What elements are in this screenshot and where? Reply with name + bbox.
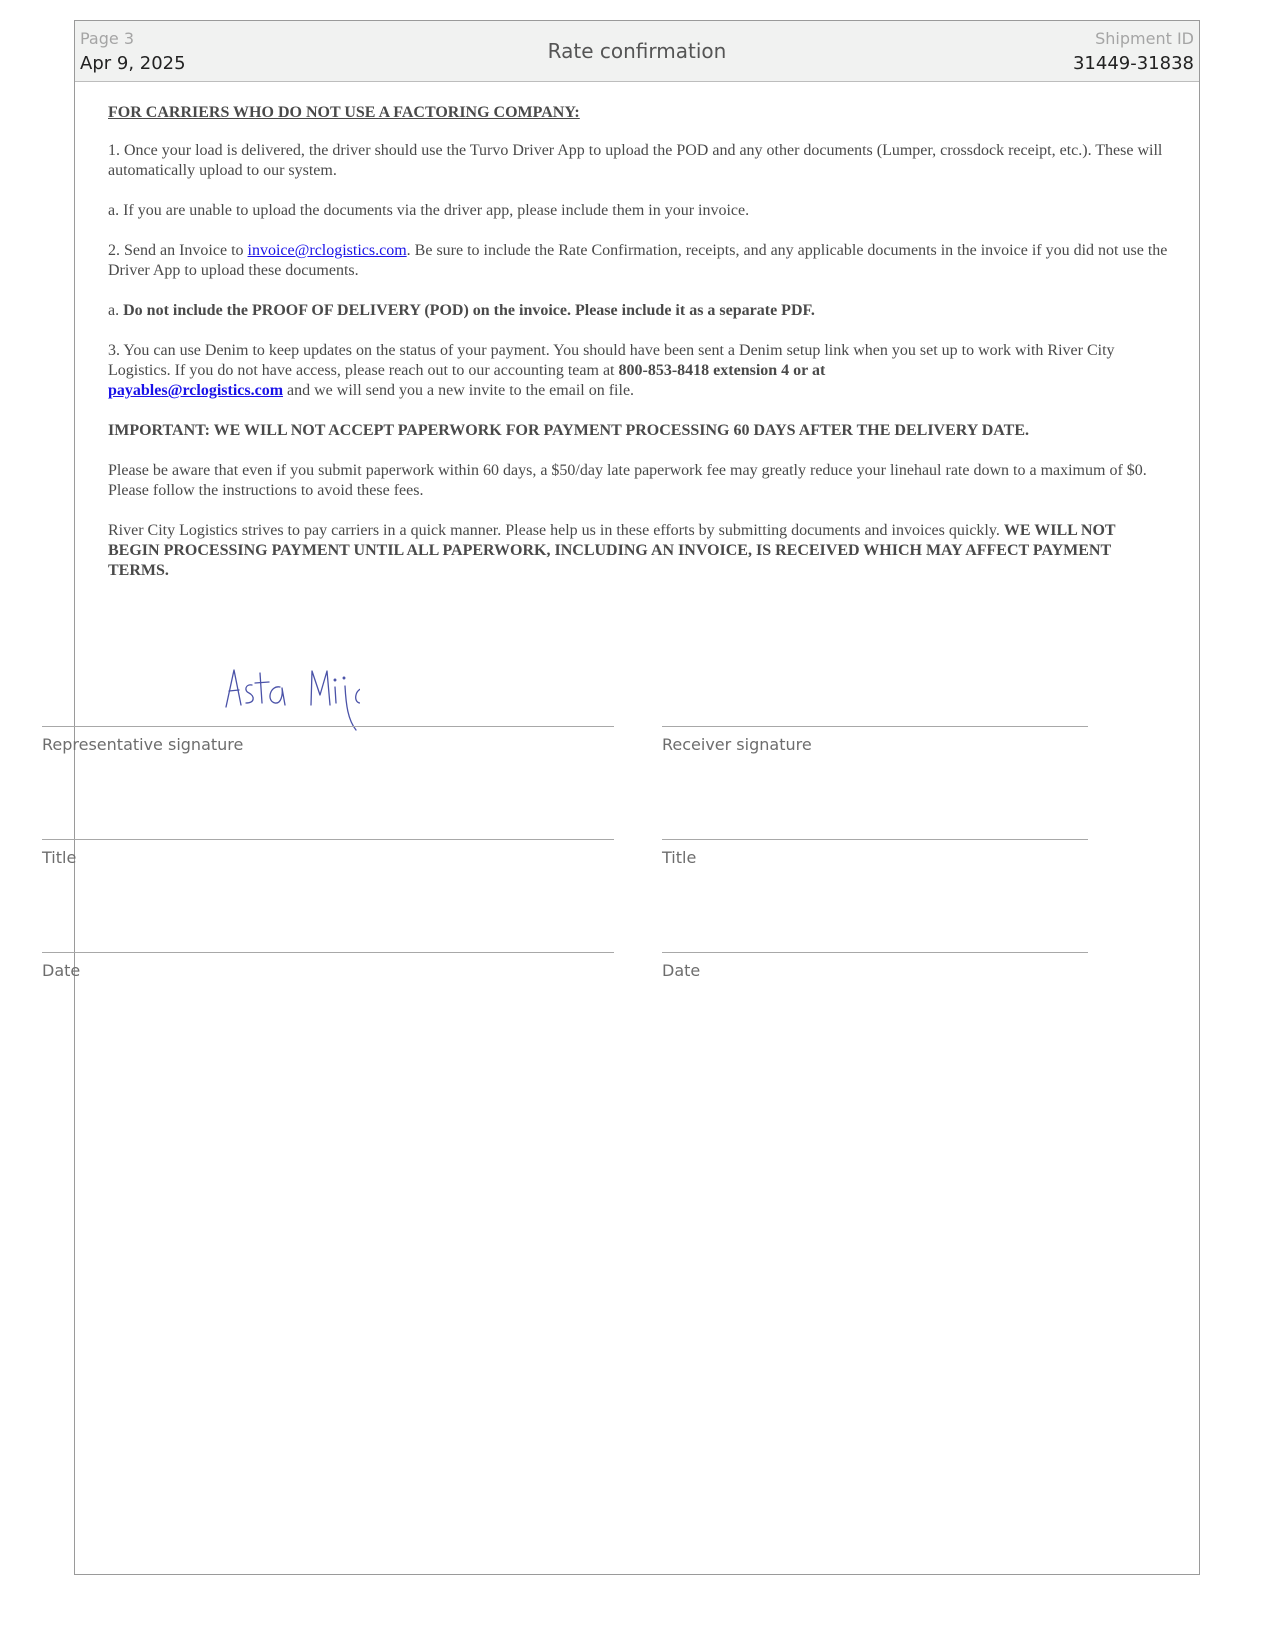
rep-title-label: Title [42,848,77,867]
payment-terms-bold: WE WILL NOT BEGIN PROCESSING PAYMENT UNTIL ALL PAPERWORK, INCLUDING AN INVOICE, IS RECEIVED WHICH MAY AFFECT PAYMENT TERMS. [108,522,1116,579]
receiver-signature-label: Receiver signature [662,735,812,754]
paragraph-send-invoice [108,241,1168,281]
page-header [75,21,1199,82]
rep-date-line [42,952,614,953]
shipment-id-value: 31449-31838 [1072,53,1194,74]
shipment-id-label: Shipment ID [1095,29,1194,48]
section-heading: FOR CARRIERS WHO DO NOT USE A FACTORING COMPANY: [108,104,580,121]
pod-note-bold: Do not include the PROOF OF DELIVERY (POD) on the invoice. Please include it as a separate PDF. [123,302,815,319]
document-title: Rate confirmation [547,39,727,63]
page-number: Page 3 [80,29,134,48]
accounting-phone: 800-853-8418 extension 4 or at [618,362,826,379]
rep-signature-line [42,726,614,727]
paragraph-denim [108,341,1168,401]
rep-signature-label: Representative signature [42,735,244,754]
rep-signature-field[interactable] [42,726,614,786]
receiver-date-line [662,952,1088,953]
pod-note-prefix: a. [108,302,124,319]
payables-email-link[interactable]: payables@rclogistics.com [108,382,284,399]
receiver-title-field[interactable] [662,839,1088,899]
receiver-date-field[interactable] [662,952,1088,1012]
receiver-title-line [662,839,1088,840]
send-invoice-text: 2. Send an Invoice to [108,242,248,259]
important-notice-text: IMPORTANT: WE WILL NOT ACCEPT PAPERWORK FOR PAYMENT PROCESSING 60 DAYS AFTER THE DELIVERY DATE. [108,422,1029,439]
rep-date-label: Date [42,961,81,980]
denim-text: 3. You can use Denim to keep updates on the status of your payment. You should have been sent a Denim setup link when you set up to work with River City Logistics. If you do not have access, please reach out to our accounting team at [108,342,1115,379]
denim-text-cont: and we will send you a new invite to the email on file. [283,382,635,399]
paragraph-pod-note [108,301,1168,321]
rep-title-field[interactable] [42,839,614,899]
receiver-date-label: Date [662,961,701,980]
document-date: Apr 9, 2025 [80,53,186,74]
paragraph-late-fee: Please be aware that even if you submit paperwork within 60 days, a $50/day late paperwork fee may greatly reduce your linehaul rate down to a maximum of $0. Please follow the instructions to avoid these fees. [108,462,1147,499]
paragraph-upload-pod: 1. Once your load is delivered, the driver should use the Turvo Driver App to upload the POD and any other documents (Lumper, crossdock receipt, etc.). These will automatically upload to our system. [108,142,1163,179]
payment-terms-text: River City Logistics strives to pay carriers in a quick manner. Please help us in these efforts by submitting documents and invoices quickly. [108,522,1004,539]
paragraph-include-in-invoice: a. If you are unable to upload the documents via the driver app, please include them in your invoice. [108,202,750,219]
send-invoice-text-cont: . Be sure to include the Rate Confirmation, receipts, and any applicable documents in the invoice if you did not use the Driver App to upload these documents. [108,242,1168,279]
receiver-title-label: Title [662,848,697,867]
invoice-email-link[interactable]: invoice@rclogistics.com [247,242,407,259]
instructions-body [108,103,1168,601]
page-frame [74,20,1200,1575]
receiver-signature-field[interactable] [662,726,1088,786]
rep-title-line [42,839,614,840]
paragraph-payment-terms [108,521,1168,581]
important-notice [108,421,1168,441]
rep-date-field[interactable] [42,952,614,1012]
receiver-signature-line [662,726,1088,727]
